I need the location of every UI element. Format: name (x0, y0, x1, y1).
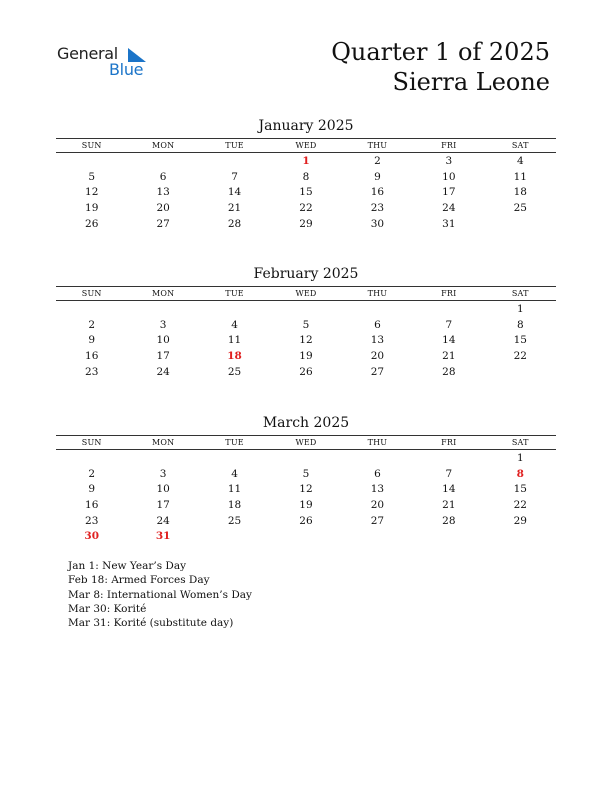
empty-cell (199, 451, 270, 467)
day-cell: 18 (227, 499, 242, 512)
day-cell: 4 (516, 155, 524, 167)
month-title: January 2025 (258, 118, 354, 134)
weekday-wed: WED (295, 289, 317, 298)
weekday-mon: MON (151, 141, 175, 150)
day-cell: 4 (231, 318, 238, 331)
empty-cell (56, 451, 127, 467)
weekday-thu: THU (367, 141, 388, 150)
day-cell: 21 (227, 202, 242, 215)
day-cell: 4 (231, 467, 238, 480)
day-cell: 26 (299, 514, 313, 527)
logo-text-blue: Blue (109, 60, 144, 79)
day-cell: 7 (231, 170, 238, 183)
holiday-list (68, 559, 252, 630)
weekday-wed: WED (295, 438, 317, 447)
day-cell: 13 (156, 186, 170, 199)
month-title: March 2025 (262, 415, 350, 431)
day-cell: 31 (155, 530, 171, 543)
day-cell: 23 (370, 202, 385, 215)
month-february (56, 265, 556, 380)
day-cell: 16 (370, 186, 385, 199)
day-cell: 20 (156, 202, 170, 215)
day-cell: 10 (156, 483, 170, 496)
day-cell: 11 (227, 334, 242, 347)
day-cell: 12 (299, 483, 313, 496)
day-cell: 14 (227, 186, 242, 199)
day-cell: 5 (302, 467, 310, 480)
day-cell: 28 (227, 217, 242, 230)
day-cell: 24 (156, 514, 170, 527)
day-cell: 7 (445, 467, 453, 480)
day-cell: 1 (516, 452, 524, 464)
day-cell: 10 (156, 334, 170, 347)
day-cell: 15 (513, 483, 527, 496)
day-cell: 19 (299, 350, 313, 363)
month-title: February 2025 (253, 266, 359, 282)
day-cell: 31 (442, 217, 456, 230)
day-cell: 15 (299, 186, 313, 199)
empty-cell (199, 154, 270, 170)
day-cell: 22 (513, 499, 527, 512)
day-cell: 28 (442, 514, 456, 527)
day-cell: 24 (156, 365, 170, 378)
day-cell: 23 (85, 514, 99, 527)
day-cell: 9 (88, 483, 96, 496)
day-cell: 6 (374, 467, 381, 480)
day-cell: 18 (513, 186, 527, 199)
empty-cell (56, 302, 127, 318)
day-cell: 8 (516, 318, 524, 331)
day-cell: 22 (299, 202, 313, 215)
day-cell: 8 (516, 467, 524, 480)
weekday-sun: SUN (81, 438, 102, 447)
holiday-entry: Mar 30: Korité (68, 602, 147, 615)
empty-cell (342, 451, 413, 467)
day-cell: 27 (156, 217, 170, 230)
weekday-sat: SAT (511, 141, 529, 150)
day-cell: 2 (374, 155, 381, 167)
empty-cell (56, 154, 127, 170)
weekday-header (56, 138, 556, 153)
day-cell: 9 (374, 170, 381, 183)
empty-cell (270, 451, 341, 467)
day-cell: 30 (84, 530, 100, 543)
day-cell: 28 (442, 365, 456, 378)
weekday-header (56, 435, 556, 450)
day-cell: 21 (442, 499, 456, 512)
day-cell: 23 (85, 365, 99, 378)
day-cell: 14 (442, 483, 456, 496)
day-cell: 16 (85, 499, 99, 512)
month-march (56, 414, 556, 545)
day-cell: 1 (302, 155, 310, 167)
empty-cell (413, 451, 484, 467)
day-cell: 6 (159, 170, 167, 183)
empty-cell (413, 302, 484, 318)
day-cell: 13 (370, 483, 385, 496)
day-cell: 9 (88, 334, 96, 347)
day-cell: 6 (374, 318, 381, 331)
weekday-fri: FRI (441, 289, 457, 298)
day-cell: 5 (302, 318, 310, 331)
title-country: Sierra Leone (392, 68, 550, 96)
day-cell: 3 (445, 155, 453, 167)
empty-cell (199, 302, 270, 318)
empty-cell (127, 451, 198, 467)
day-cell: 2 (88, 318, 96, 331)
day-cell: 26 (299, 365, 313, 378)
day-cell: 12 (85, 186, 99, 199)
weekday-fri: FRI (441, 438, 457, 447)
day-cell: 27 (370, 514, 385, 527)
day-cell: 19 (299, 499, 313, 512)
day-cell: 3 (159, 318, 167, 331)
day-cell: 22 (513, 350, 527, 363)
day-cell: 17 (156, 499, 170, 512)
holiday-entry: Feb 18: Armed Forces Day (68, 574, 210, 587)
weekday-sun: SUN (81, 289, 102, 298)
day-cell: 25 (227, 365, 242, 378)
day-cell: 17 (442, 186, 456, 199)
weekday-mon: MON (151, 438, 175, 447)
weekday-thu: THU (367, 438, 388, 447)
day-cell: 8 (302, 170, 310, 183)
holiday-entry: Mar 8: International Women’s Day (68, 588, 252, 601)
day-cell: 3 (159, 467, 167, 480)
month-january (56, 117, 556, 232)
weekday-header (56, 286, 556, 301)
generalblue-logo (57, 44, 157, 80)
weekday-wed: WED (295, 141, 317, 150)
day-cell: 10 (442, 170, 456, 183)
holiday-entry: Mar 31: Korité (substitute day) (68, 617, 234, 630)
page-title (331, 37, 550, 97)
empty-cell (270, 302, 341, 318)
day-cell: 26 (85, 217, 99, 230)
day-grid (56, 451, 556, 545)
weekday-thu: THU (367, 289, 388, 298)
logo-text-general: General (57, 44, 118, 63)
day-cell: 21 (442, 350, 456, 363)
weekday-mon: MON (151, 289, 175, 298)
day-cell: 5 (88, 170, 96, 183)
weekday-fri: FRI (441, 141, 457, 150)
day-cell: 14 (442, 334, 456, 347)
day-cell: 15 (513, 334, 527, 347)
day-cell: 12 (299, 334, 313, 347)
day-cell: 16 (85, 350, 99, 363)
weekday-tue: TUE (225, 438, 244, 447)
weekday-sun: SUN (81, 141, 102, 150)
weekday-tue: TUE (225, 289, 244, 298)
holiday-entry: Jan 1: New Year’s Day (68, 560, 187, 572)
day-cell: 27 (370, 365, 385, 378)
weekday-sat: SAT (511, 438, 529, 447)
day-cell: 11 (513, 170, 527, 183)
day-cell: 25 (513, 202, 527, 215)
day-cell: 18 (227, 350, 242, 363)
day-cell: 19 (85, 202, 99, 215)
day-cell: 24 (442, 202, 456, 215)
day-cell: 17 (156, 350, 170, 363)
day-cell: 20 (370, 499, 385, 512)
weekday-sat: SAT (511, 289, 529, 298)
day-cell: 29 (513, 514, 527, 527)
day-cell: 2 (88, 467, 96, 480)
empty-cell (127, 302, 198, 318)
day-cell: 20 (370, 350, 385, 363)
empty-cell (127, 154, 198, 170)
day-cell: 25 (227, 514, 242, 527)
day-cell: 7 (445, 318, 453, 331)
weekday-tue: TUE (225, 141, 244, 150)
day-cell: 13 (370, 334, 385, 347)
day-grid (56, 302, 556, 380)
day-grid (56, 154, 556, 232)
empty-cell (342, 302, 413, 318)
day-cell: 11 (227, 483, 242, 496)
title-quarter: Quarter 1 of 2025 (331, 38, 550, 66)
day-cell: 29 (299, 217, 313, 230)
day-cell: 1 (516, 303, 524, 315)
day-cell: 30 (370, 217, 385, 230)
